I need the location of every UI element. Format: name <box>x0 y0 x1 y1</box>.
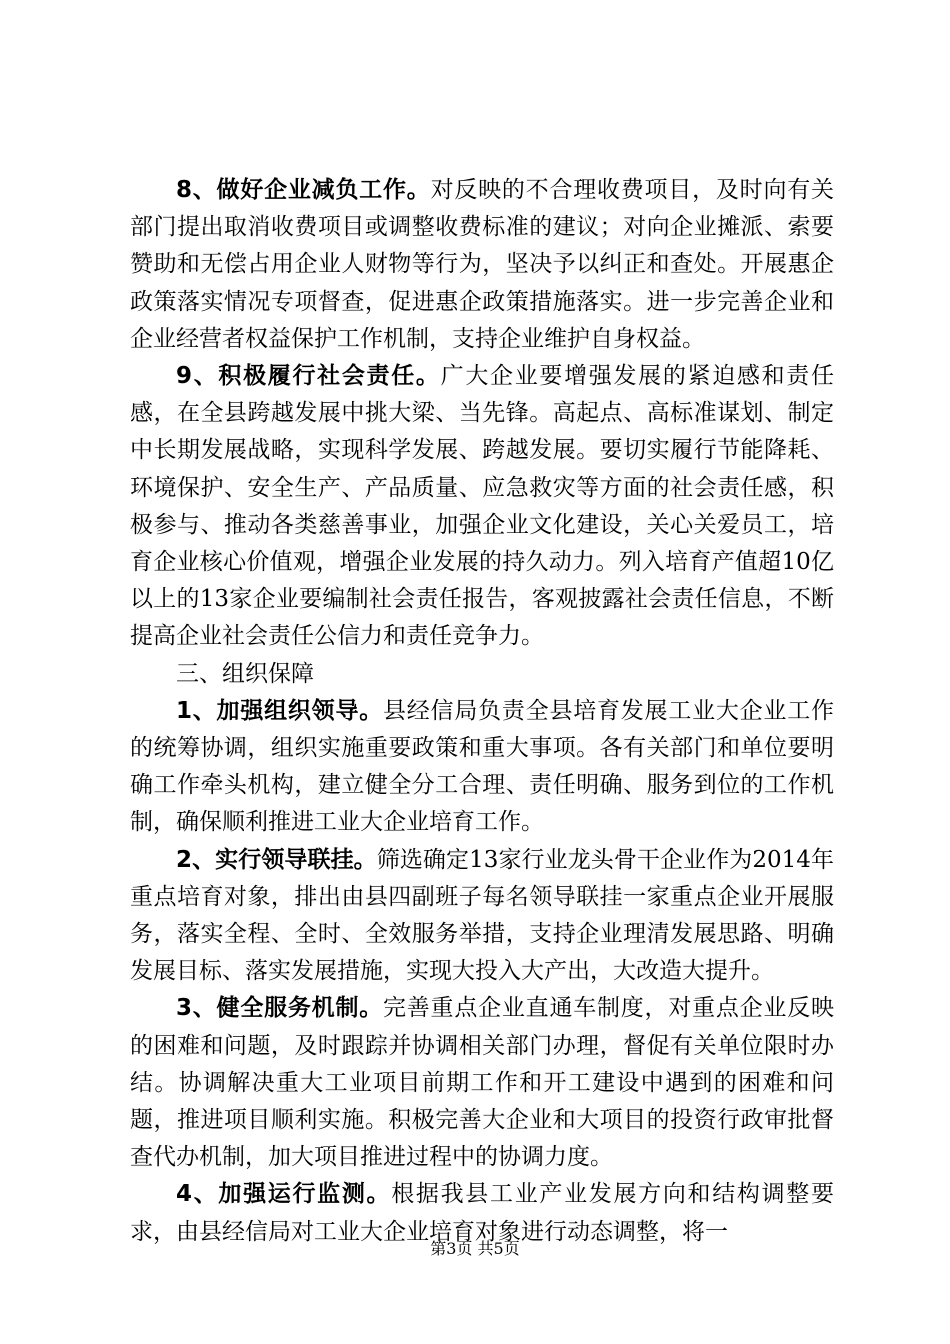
paragraph-text: 根据我县工业产业发展方向和结构调整要求，由县经信局对工业大企业培育对象进行动态调整，将一 <box>130 1181 834 1245</box>
paragraph-9 <box>130 358 834 656</box>
paragraph-text: 筛选确定13家行业龙头骨干企业作为2014年重点培育对象，排出由县四副班子每名领导联挂一家重点企业开展服务，落实全程、全时、全效服务举措，支持企业理清发展思路、明确发展目标、落实发展措施，实现大投入大产出，大改造大提升。 <box>130 846 834 985</box>
paragraph-lead: 9、积极履行社会责任。 <box>176 363 441 390</box>
section-heading: 三、组织保障 <box>176 660 314 687</box>
paragraph-text: 完善重点企业直通车制度，对重点企业反映的困难和问题，及时跟踪并协调相关部门办理，督促有关单位限时办结。协调解决重大工业项目前期工作和开工建设中遇到的困难和问题，推进项目顺利实施。积极完善大企业和大项目的投资行政审批督查代办机制，加大项目推进过程中的协调力度。 <box>130 995 834 1171</box>
document-body <box>130 172 834 1251</box>
paragraph-8 <box>130 172 834 358</box>
paragraph-lead: 8、做好企业减负工作。 <box>176 177 431 203</box>
paragraph-text: 广大企业要增强发展的紧迫感和责任感，在全县跨越发展中挑大梁、当先锋。高起点、高标准谋划、制定中长期发展战略，实现科学发展、跨越发展。要切实履行节能降耗、环境保护、安全生产、产品质量、应急救灾等方面的社会责任感，积极参与、推动各类慈善事业，加强企业文化建设，关心关爱员工，培育企业核心价值观，增强企业发展的持久动力。列入培育产值超10亿以上的13家企业要编制社会责任报告，客观披露社会责任信息，不断提高企业社会责任公信力和责任竞争力。 <box>130 363 835 650</box>
paragraph-lead: 1、加强组织领导。 <box>176 697 383 724</box>
page-number-footer: 第3页 共5页 <box>430 1239 520 1258</box>
section-paragraph-3 <box>130 990 834 1176</box>
paragraph-lead: 3、健全服务机制。 <box>176 995 383 1022</box>
paragraph-lead: 2、实行领导联挂。 <box>176 846 377 873</box>
paragraph-text: 对反映的不合理收费项目，及时向有关部门提出取消收费项目或调整收费标准的建议；对向企业摊派、索要赞助和无偿占用企业人财物等行为，坚决予以纠正和查处。开展惠企政策落实情况专项督查，促进惠企政策措施落实。进一步完善企业和企业经营者权益保护工作机制，支持企业维护自身权益。 <box>130 177 834 352</box>
section-paragraph-1 <box>130 693 834 842</box>
section-paragraph-2 <box>130 842 834 991</box>
paragraph-text: 县经信局负责全县培育发展工业大企业工作的统筹协调，组织实施重要政策和重大事项。各有关部门和单位要明确工作牵头机构，建立健全分工合理、责任明确、服务到位的工作机制，确保顺利推进工业大企业培育工作。 <box>130 697 834 836</box>
paragraph-lead: 4、加强运行监测。 <box>176 1181 392 1208</box>
